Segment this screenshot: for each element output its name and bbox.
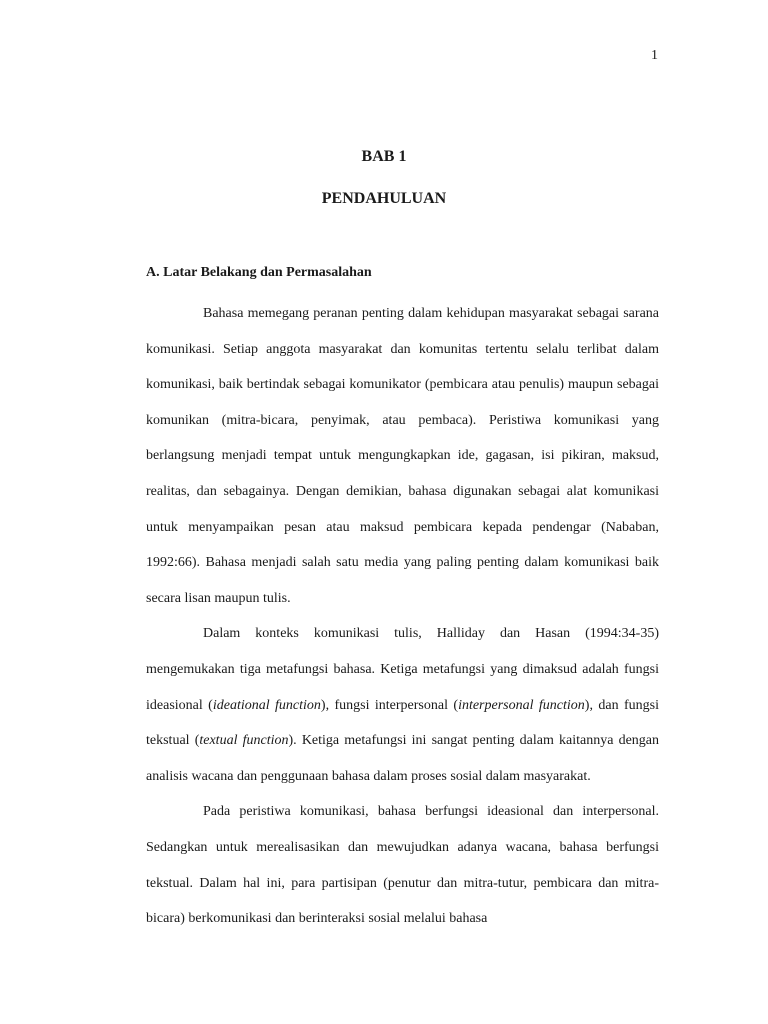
paragraph-2-text-3: ), dan fungsi tekstual ( [146, 697, 659, 749]
body-text [146, 296, 659, 937]
paragraph-2-text-4: ). Ketiga metafungsi ini sangat penting dalam kaitannya dengan analisis wacana dan penggunaan bahasa dalam proses sosial dalam masyarakat. [146, 733, 659, 784]
paragraph-2 [146, 616, 659, 794]
term-interpersonal-function: interpersonal function [458, 697, 585, 713]
term-textual-function: textual function [199, 733, 289, 749]
page-number: 1 [651, 48, 658, 63]
section-heading: A. Latar Belakang dan Permasalahan [146, 265, 372, 280]
chapter-title: PENDAHULUAN [321, 190, 447, 207]
paragraph-3: Pada peristiwa komunikasi, bahasa berfungsi ideasional dan interpersonal. Sedangkan untuk merealisasikan dan mewujudkan adanya wacana, bahasa berfungsi tekstual. Dalam hal ini, para partisipan (penutur dan mitra-tutur, pembicara dan mitra-bicara) berkomunikasi dan berinteraksi sosial melalui bahasa [146, 804, 659, 927]
paragraph-2-text-2: ), fungsi interpersonal ( [320, 697, 459, 713]
chapter-label: BAB 1 [361, 148, 407, 165]
paragraph-1: Bahasa memegang peranan penting dalam kehidupan masyarakat sebagai sarana komunikasi. Setiap anggota masyarakat dan komunitas tertentu selalu terlibat dalam komunikasi, baik bertindak sebagai komunikator (pembicara atau penulis) maupun sebagai komunikan (mitra-bicara, penyimak, atau pembaca). Peristiwa komunikasi yang berlangsung menjadi tempat untuk mengungkapkan ide, gagasan, isi pikiran, maksud, realitas, dan sebagainya. Dengan demikian, bahasa digunakan sebagai alat komunikasi untuk menyampaikan pesan atau maksud pembicara kepada pendengar (Nababan, 1992:66). Bahasa menjadi salah satu media yang paling penting dalam komunikasi baik secara lisan maupun tulis. [146, 306, 659, 606]
term-ideational-function: ideational function [212, 697, 321, 713]
paragraph-2-text-1: Dalam konteks komunikasi tulis, Halliday dan Hasan (1994:34-35) mengemukakan tiga metafungsi bahasa. Ketiga metafungsi yang dimaksud adalah fungsi ideasional ( [146, 626, 659, 713]
